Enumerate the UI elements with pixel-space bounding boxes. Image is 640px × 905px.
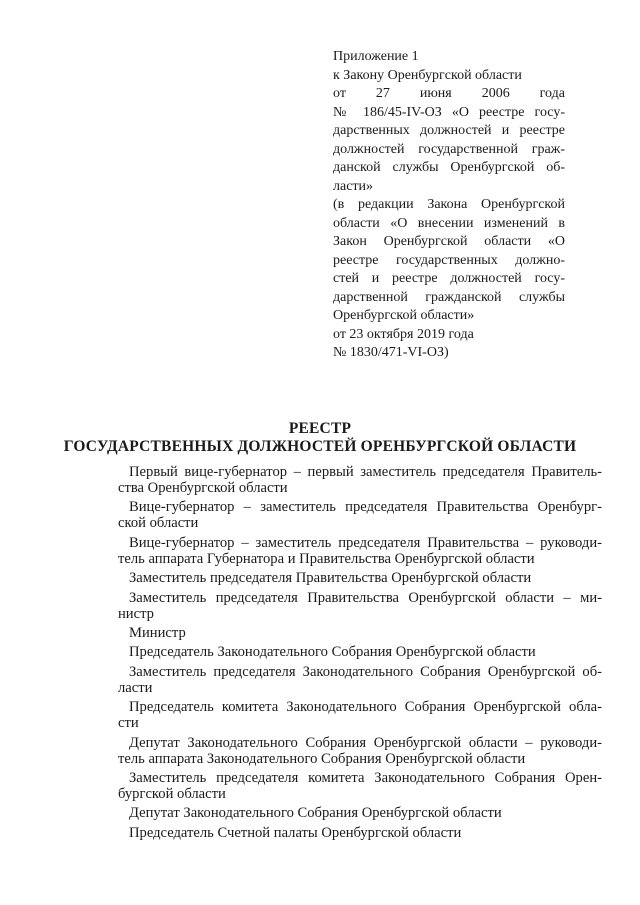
registry-item-line: бургской области — [118, 785, 226, 802]
appendix-line: дарственной гражданской службы — [333, 289, 565, 305]
appendix-line: от 23 октября 2019 года — [333, 326, 474, 342]
appendix-line: (в редакции Закона Оренбургской — [333, 197, 565, 212]
document-title: РЕЕСТР — [288, 420, 352, 437]
appendix-line: Приложение 1 — [333, 49, 419, 64]
registry-item-line: ской области — [118, 515, 199, 532]
registry-item-line: Председатель комитета Законодательного Собрания Оренбургской обла- — [129, 699, 602, 716]
registry-item-line: Заместитель председателя Правительства Оренбургской области — [129, 570, 532, 587]
registry-item — [118, 825, 602, 841]
registry-item-line: Депутат Законодательного Собрания Оренбургской области – руководи- — [129, 734, 602, 751]
registry-item-line: Заместитель председателя Законодательного Собрания Оренбургской об- — [129, 663, 602, 680]
appendix-line: от 27 июня 2006 года — [333, 86, 565, 101]
appendix-line: реестре государственных должно- — [333, 252, 565, 268]
appendix-line: дарственных должностей и реестре — [333, 123, 565, 138]
registry-item-line: нистр — [118, 605, 154, 622]
registry-item — [118, 535, 602, 567]
registry-item-line: тель аппарата Законодательного Собрания Оренбургской области — [118, 750, 526, 767]
appendix-line: должностей государственной граж- — [333, 141, 565, 157]
appendix-line: области «О внесении изменений в — [333, 215, 565, 231]
appendix-block — [333, 48, 565, 363]
registry-item — [118, 699, 602, 731]
appendix-line: ласти» — [333, 178, 374, 194]
registry-item-line: Министр — [129, 624, 186, 641]
registry-item — [118, 464, 602, 496]
appendix-line: Оренбургской области» — [333, 308, 475, 323]
appendix-line: к Закону Оренбургской области — [333, 67, 522, 83]
registry-item — [118, 770, 602, 802]
registry-item — [118, 499, 602, 531]
registry-item-line: Заместитель председателя Правительства Оренбургской области – ми- — [129, 589, 602, 606]
registry-item — [118, 590, 602, 622]
appendix-line: № 1830/471-VI-ОЗ) — [333, 345, 449, 360]
appendix-line: Закон Оренбургской области «О — [333, 234, 565, 249]
registry-item — [118, 570, 602, 586]
registry-item-line: Председатель Законодательного Собрания Оренбургской области — [129, 644, 536, 661]
appendix-line: данской службы Оренбургской об- — [333, 160, 565, 175]
registry-item — [118, 644, 602, 660]
registry-item-line: ласти — [118, 679, 153, 696]
registry-item-line: сти — [118, 715, 139, 732]
registry-item-line: Депутат Законодательного Собрания Оренбургской области — [129, 805, 502, 822]
registry-item-line: Первый вице-губернатор – первый заместитель председателя Правитель- — [129, 464, 602, 480]
registry-list — [118, 464, 602, 844]
document-subtitle: ГОСУДАРСТВЕННЫХ ДОЛЖНОСТЕЙ ОРЕНБУРГСКОЙ ОБЛАСТИ — [63, 438, 577, 455]
registry-item — [118, 735, 602, 767]
registry-item — [118, 664, 602, 696]
appendix-line: № 186/45-IV-ОЗ «О реестре госу- — [333, 104, 565, 120]
registry-item — [118, 805, 602, 821]
registry-item-line: Председатель Счетной палаты Оренбургской области — [129, 824, 462, 841]
registry-item-line: ства Оренбургской области — [118, 480, 288, 496]
registry-item-line: Вице-губернатор – заместитель председателя Правительства Оренбург- — [129, 499, 602, 516]
registry-item — [118, 625, 602, 641]
registry-item-line: Вице-губернатор – заместитель председателя Правительства – руководи- — [129, 534, 602, 551]
registry-item-line: тель аппарата Губернатора и Правительства Оренбургской области — [118, 550, 535, 567]
appendix-line: стей и реестре должностей госу- — [333, 271, 565, 286]
registry-item-line: Заместитель председателя комитета Законодательного Собрания Орен- — [129, 769, 602, 786]
